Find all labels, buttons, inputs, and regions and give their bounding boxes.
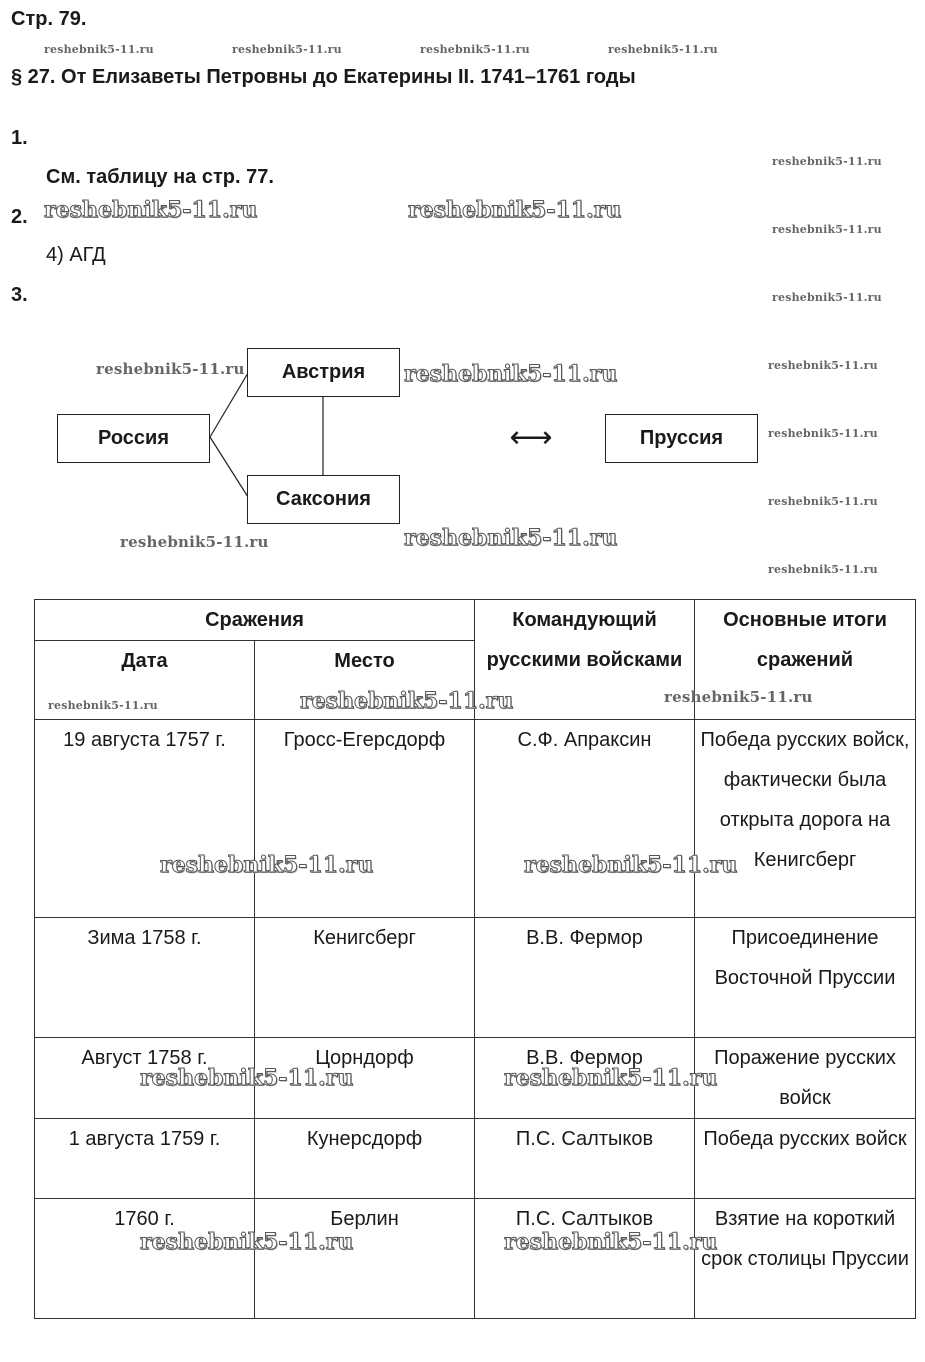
watermark: reshebnik5-11.ru: [524, 852, 738, 878]
task-3-number: 3.: [11, 284, 28, 306]
watermark: reshebnik5-11.ru: [48, 699, 158, 712]
task-2-answer: 4) АГД: [46, 244, 106, 266]
cell-result: Победа русских войск, фактически была открыта дорога на Кенигсберг: [695, 720, 916, 918]
cell-date: Август 1758 г.: [35, 1038, 255, 1119]
cell-date: 19 августа 1757 г.: [35, 720, 255, 918]
header-commander: Командующий русскими войсками: [475, 600, 695, 720]
watermark: reshebnik5-11.ru: [772, 223, 882, 236]
watermark: reshebnik5-11.ru: [504, 1065, 718, 1091]
cell-commander: С.Ф. Апраксин: [475, 720, 695, 918]
table-row: [35, 1199, 916, 1319]
saxony-label: Саксония: [276, 488, 371, 510]
watermark: reshebnik5-11.ru: [608, 43, 718, 56]
watermark: reshebnik5-11.ru: [160, 852, 374, 878]
watermark: reshebnik5-11.ru: [44, 43, 154, 56]
table-row: [35, 918, 916, 1038]
watermark: reshebnik5-11.ru: [664, 688, 813, 706]
watermark: reshebnik5-11.ru: [772, 291, 882, 304]
austria-box: [247, 348, 400, 397]
watermark: reshebnik5-11.ru: [140, 1065, 354, 1091]
watermark: reshebnik5-11.ru: [404, 525, 618, 551]
saxony-box: [247, 475, 400, 524]
table-row: [35, 720, 916, 918]
cell-date: Зима 1758 г.: [35, 918, 255, 1038]
russia-label: Россия: [97, 427, 169, 449]
cell-commander: П.С. Салтыков: [475, 1199, 695, 1319]
cell-commander: П.С. Салтыков: [475, 1119, 695, 1199]
cell-date: 1760 г.: [35, 1199, 255, 1319]
task-1-number: 1.: [11, 127, 28, 149]
section-title: § 27. От Елизаветы Петровны до Екатерины II. 1741–1761 годы: [11, 66, 636, 88]
header-date: Дата: [35, 641, 255, 720]
watermark: reshebnik5-11.ru: [120, 533, 269, 551]
watermark: reshebnik5-11.ru: [300, 688, 514, 714]
table-row: [35, 1119, 916, 1199]
header-place: Место: [255, 641, 475, 720]
watermark: reshebnik5-11.ru: [768, 495, 878, 508]
watermark: reshebnik5-11.ru: [232, 43, 342, 56]
task-2-number: 2.: [11, 206, 28, 228]
prussia-box: [605, 414, 758, 463]
cell-place: Кунерсдорф: [255, 1119, 475, 1199]
cell-commander: В.В. Фермор: [475, 1038, 695, 1119]
watermark: reshebnik5-11.ru: [420, 43, 530, 56]
russia-box: [57, 414, 210, 463]
cell-date: 1 августа 1759 г.: [35, 1119, 255, 1199]
austria-label: Австрия: [281, 361, 366, 383]
task-1-answer: См. таблицу на стр. 77.: [46, 166, 274, 188]
watermark: reshebnik5-11.ru: [44, 197, 258, 223]
watermark: reshebnik5-11.ru: [96, 360, 245, 378]
cell-place: Кенигсберг: [255, 918, 475, 1038]
watermark: reshebnik5-11.ru: [768, 359, 878, 372]
prussia-label: Пруссия: [639, 427, 724, 449]
double-arrow-icon: ⟷: [509, 421, 553, 454]
cell-result: Взятие на короткий срок столицы Пруссии: [695, 1199, 916, 1319]
header-battles: Сражения: [35, 600, 475, 641]
watermark: reshebnik5-11.ru: [768, 563, 878, 576]
watermark: reshebnik5-11.ru: [140, 1229, 354, 1255]
page-ref: Стр. 79.: [11, 8, 87, 30]
watermark: reshebnik5-11.ru: [404, 361, 618, 387]
header-results: Основные итоги сражений: [695, 600, 916, 720]
watermark: reshebnik5-11.ru: [504, 1229, 718, 1255]
watermark: reshebnik5-11.ru: [768, 427, 878, 440]
watermark: reshebnik5-11.ru: [772, 155, 882, 168]
cell-place: Берлин: [255, 1199, 475, 1319]
cell-commander: В.В. Фермор: [475, 918, 695, 1038]
cell-place: Гросс-Егерсдорф: [255, 720, 475, 918]
cell-result: Победа русских войск: [695, 1119, 916, 1199]
cell-result: Поражение русских войск: [695, 1038, 916, 1119]
cell-result: Присоединение Восточной Пруссии: [695, 918, 916, 1038]
watermark: reshebnik5-11.ru: [408, 197, 622, 223]
cell-place: Цорндорф: [255, 1038, 475, 1119]
